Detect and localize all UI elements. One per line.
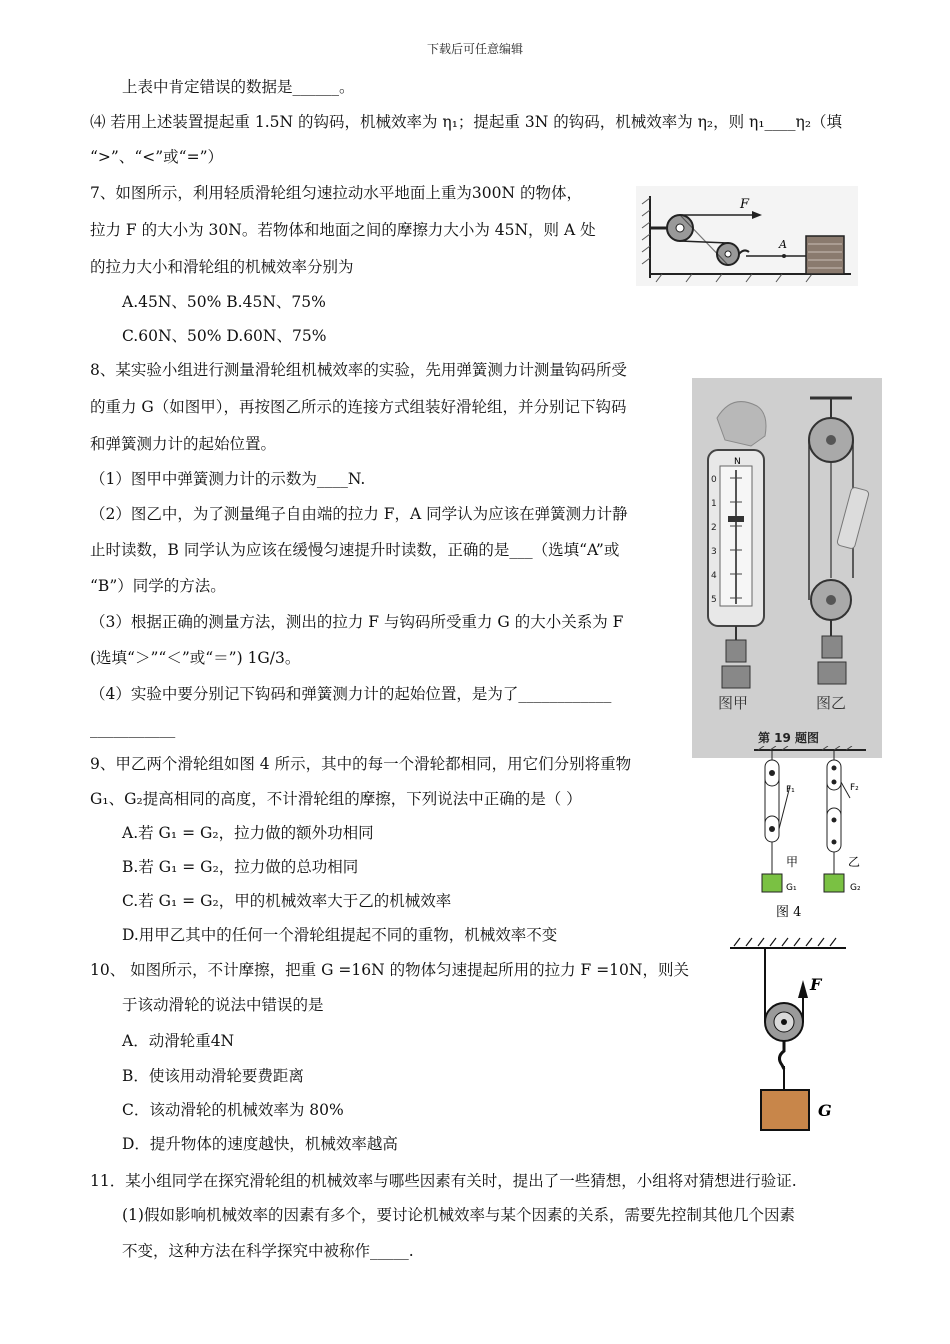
fig4-caption: 图 4 [776, 905, 802, 920]
fig4-label-g1: G₁ [786, 883, 797, 893]
q7-label-a: A [779, 238, 787, 251]
fig4-label-g2: G₂ [850, 883, 861, 893]
q6-line-2: ⑷ 若用上述装置提起重 1.5N 的钩码，机械效率为 η₁；提起重 3N 的钩码，机械效率为 η₂，则 η₁____η₂（填 [90, 113, 843, 131]
q10-line-2: 于该动滑轮的说法中错误的是 [122, 996, 324, 1014]
q7-option-cd: C.60N、50% D.60N、75% [122, 327, 327, 345]
scale-tick-1: 1 [711, 499, 717, 509]
q8-part-4-b: ___________ [90, 720, 176, 738]
fig4-label-jia: 甲 [786, 855, 799, 869]
scale-tick-2: 2 [711, 523, 717, 533]
q8-line-3: 和弹簧测力计的起始位置。 [90, 435, 277, 453]
fig19-caption: 第 19 题图 [758, 731, 820, 745]
q8-line-1: 8、某实验小组进行测量滑轮组机械效率的实验，先用弹簧测力计测量钩码所受 [90, 361, 627, 379]
fig4-label-f1: F₁ [786, 785, 795, 795]
q11-line-3: 不变，这种方法在科学探究中被称作_____. [122, 1242, 414, 1260]
q7-pulley-figure [636, 186, 858, 286]
q11-line-1: 11．某小组同学在探究滑轮组的机械效率与哪些因素有关时，提出了一些猜想，小组将对猜想进行验证. [90, 1172, 797, 1190]
q7-line-3: 的拉力大小和滑轮组的机械效率分别为 [90, 258, 354, 276]
q8-part-2-a: （2）图乙中，为了测量绳子自由端的拉力 F，A 同学认为应该在弹簧测力计静 [90, 505, 628, 523]
q6-line-1: 上表中肯定错误的数据是______。 [122, 78, 355, 96]
scale-tick-5: 5 [711, 595, 717, 605]
q10-pulley-figure [728, 936, 848, 1136]
q10-label-f: F [810, 975, 822, 994]
q8-part-3-a: （3）根据正确的测量方法，测出的拉力 F 与钩码所受重力 G 的大小关系为 F [90, 613, 624, 631]
scale-tick-3: 3 [711, 547, 717, 557]
q10-line-1: 10、 如图所示，不计摩擦，把重 G =16N 的物体匀速提起所用的拉力 F =10N，则关 [90, 961, 689, 979]
q7-label-f: F [740, 197, 750, 212]
fig-label-left: 图甲 [718, 694, 749, 712]
fig4-label-yi: 乙 [848, 855, 861, 869]
q9-option-c: C.若 G₁ = G₂，甲的机械效率大于乙的机械效率 [122, 892, 452, 910]
q7-line-2: 拉力 F 的大小为 30N。若物体和地面之间的摩擦力大小为 45N，则 A 处 [90, 221, 596, 239]
q8-part-3-b: (选填“＞”“＜”或“＝”) 1G/3。 [90, 649, 301, 667]
q9-pulley-figure [750, 746, 870, 921]
q10-option-b: B．使该用动滑轮要费距离 [122, 1067, 304, 1085]
q9-option-b: B.若 G₁ = G₂，拉力做的总功相同 [122, 858, 359, 876]
q10-label-g: G [818, 1101, 832, 1120]
q8-part-2-c: “B”）同学的方法。 [90, 577, 226, 595]
q8-part-4-a: （4）实验中要分别记下钩码和弹簧测力计的起始位置，是为了____________ [90, 685, 612, 703]
q7-line-1: 7、如图所示，利用轻质滑轮组匀速拉动水平地面上重为300N 的物体， [90, 184, 582, 202]
q8-photo-figure [692, 378, 882, 758]
q9-option-a: A.若 G₁ = G₂，拉力做的额外功相同 [122, 824, 374, 842]
q6-line-3: “>”、“<”或“=”） [90, 148, 224, 166]
q11-line-2: (1)假如影响机械效率的因素有多个，要讨论机械效率与某个因素的关系，需要先控制其他几个因素 [122, 1206, 795, 1224]
q9-option-d: D.用甲乙其中的任何一个滑轮组提起不同的重物，机械效率不变 [122, 926, 558, 944]
fig4-label-f2: F₂ [850, 783, 859, 793]
scale-tick-4: 4 [711, 571, 717, 581]
q10-option-d: D．提升物体的速度越快，机械效率越高 [122, 1135, 398, 1153]
q7-option-ab: A.45N、50% B.45N、75% [122, 293, 326, 311]
q9-line-2: G₁、G₂提高相同的高度，不计滑轮组的摩擦，下列说法中正确的是（ ） [90, 790, 582, 808]
scale-unit-label: N [734, 457, 741, 467]
q10-option-c: C．该动滑轮的机械效率为 80% [122, 1101, 344, 1119]
q9-line-1: 9、甲乙两个滑轮组如图 4 所示，其中的每一个滑轮都相同，用它们分别将重物 [90, 755, 632, 773]
q8-part-1: （1）图甲中弹簧测力计的示数为____N. [90, 470, 366, 488]
fig-label-right: 图乙 [816, 694, 847, 712]
page-header: 下载后可任意编辑 [426, 42, 523, 56]
scale-tick-0: 0 [711, 475, 717, 485]
q10-option-a: A．动滑轮重4N [122, 1032, 235, 1050]
q8-part-2-b: 止时读数，B 同学认为应该在缓慢匀速提升时读数，正确的是___（选填“A”或 [90, 541, 620, 559]
q8-line-2: 的重力 G（如图甲），再按图乙所示的连接方式组装好滑轮组，并分别记下钩码 [90, 398, 627, 416]
